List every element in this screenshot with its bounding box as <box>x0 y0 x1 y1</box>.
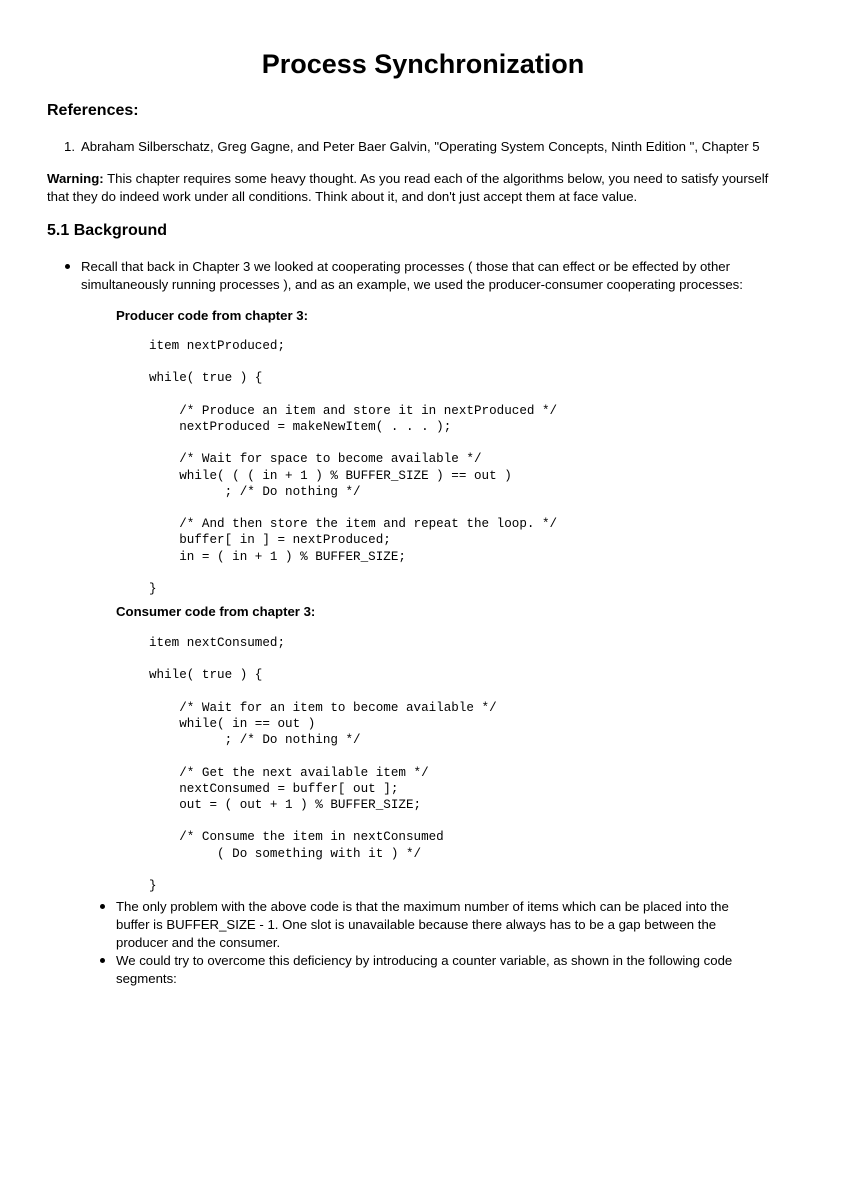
bullet1-line1: Recall that back in Chapter 3 we looked at cooperating processes ( those that can effect or be effected by other <box>81 259 731 274</box>
bullet2-line2: buffer is BUFFER_SIZE - 1. One slot is unavailable because there always has to be a gap between the <box>116 917 717 932</box>
warning-text-line2: that they do indeed work under all conditions. Think about it, and don't just accept them at face value. <box>47 189 638 204</box>
bullet2-line3: producer and the consumer. <box>116 935 281 950</box>
bullet-marker <box>100 904 105 909</box>
references-heading: References: <box>47 102 139 119</box>
warning-text-line1: This chapter requires some heavy thought. As you read each of the algorithms below, you need to satisfy yourself <box>103 171 769 186</box>
producer-code-block: item nextProduced; while( true ) { /* Produce an item and store it in nextProduced */ nextProduced = makeNewItem( . . . ); /* Wait for space to become available */ while( ( ( in + 1 ) % BUFFER_SIZE ) == out ) ; /* Do nothing */ /* And then store the item and repeat the loop. */ buffer[ in ] = nextProduced; in = ( in + 1 ) % BUFFER_SIZE; } <box>149 339 558 597</box>
page-title: Process Synchronization <box>261 49 585 79</box>
bullet-marker <box>100 958 105 963</box>
bullet1-line2: simultaneously running processes ), and as an example, we used the producer-consumer cooperating processes: <box>81 277 743 292</box>
bullet-marker <box>65 264 70 269</box>
consumer-code-block: item nextConsumed; while( true ) { /* Wait for an item to become available */ while( in == out ) ; /* Do nothing */ /* Get the next available item */ nextConsumed = buffer[ out ]; out = ( out + 1 ) % BUFFER_SIZE; /* Consume the item in nextConsumed ( Do something with it ) */ } <box>149 636 497 894</box>
section-heading: 5.1 Background <box>47 222 168 239</box>
warning-paragraph <box>47 170 768 188</box>
reference-item: Abraham Silberschatz, Greg Gagne, and Peter Baer Galvin, "Operating System Concepts, Ninth Edition ", Chapter 5 <box>81 139 760 154</box>
bullet2-line1: The only problem with the above code is that the maximum number of items which can be placed into the <box>116 899 729 914</box>
warning-label: Warning: <box>47 171 104 186</box>
reference-number: 1. <box>64 139 75 154</box>
bullet3-line2: segments: <box>116 971 177 986</box>
consumer-label: Consumer code from chapter 3: <box>116 604 316 619</box>
bullet3-line1: We could try to overcome this deficiency by introducing a counter variable, as shown in the following code <box>116 953 733 968</box>
producer-label: Producer code from chapter 3: <box>116 308 308 323</box>
